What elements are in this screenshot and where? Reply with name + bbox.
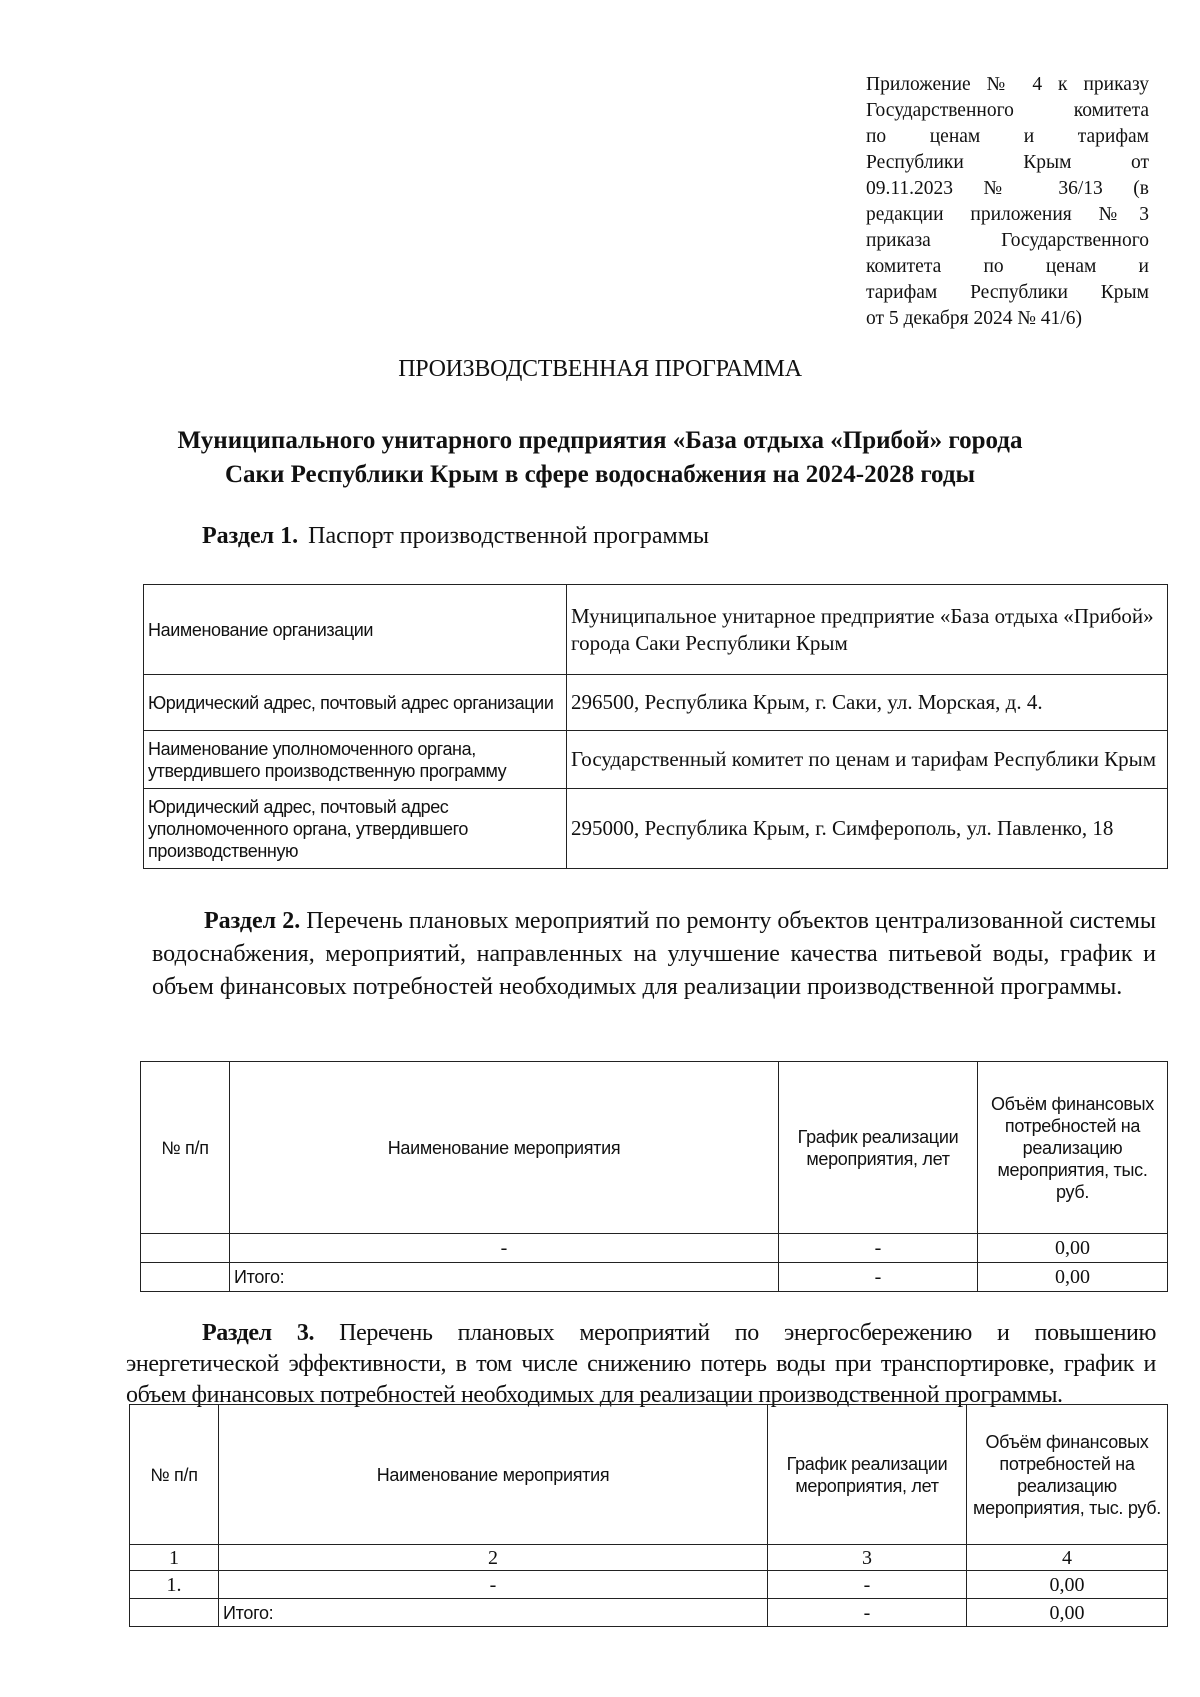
page-subtitle (140, 424, 1060, 492)
appendix-line: от 5 декабря 2024 № 41/6) (866, 308, 1082, 329)
header-name: Наименование мероприятия (219, 1405, 768, 1545)
subtitle-line-1: Муниципального унитарного предприятия «База отдыха «Прибой» города (177, 427, 1023, 454)
section-2-label: Раздел 2. (204, 908, 301, 934)
passport-table (143, 584, 1168, 869)
passport-name-cell: Юридический адрес, почтовый адрес организации (144, 675, 567, 731)
col-number: 1 (130, 1545, 219, 1571)
appendix-line: 09.11.2023 № 36/13 (в (866, 178, 1149, 199)
cell-empty (141, 1263, 230, 1292)
section-3-label: Раздел 3. (202, 1320, 315, 1346)
header-num: № п/п (141, 1062, 230, 1234)
appendix-line: Приложение № 4 к приказу (866, 74, 1149, 95)
section-2-table (140, 1061, 1168, 1292)
passport-value-cell: Государственный комитет по ценам и тарифам Республики Крым (567, 731, 1168, 789)
header-schedule: График реализации мероприятия, лет (779, 1062, 978, 1234)
page-title: ПРОИЗВОДСТВЕННАЯ ПРОГРАММА (398, 356, 802, 382)
col-number: 3 (768, 1545, 967, 1571)
appendix-line: комитета по ценам и (866, 256, 1149, 277)
passport-value-cell: 295000, Республика Крым, г. Симферополь, ул. Павленко, 18 (567, 789, 1168, 869)
cell-empty (130, 1599, 219, 1627)
passport-name-cell: Юридический адрес, почтовый адрес уполномоченного органа, утвердившего производственную (144, 789, 567, 869)
section-3-table (129, 1404, 1168, 1627)
table-row (144, 789, 1168, 869)
table-row (144, 731, 1168, 789)
header-schedule: График реализации мероприятия, лет (768, 1405, 967, 1545)
table-total-row (141, 1263, 1168, 1292)
section-3-text: Перечень плановых мероприятий по энергосбережению и повышению энергетической эффективности, в том числе снижению потерь воды при транспортировке, график и объем финансовых потребностей необходимых для реализации производственной программы. (126, 1320, 1156, 1408)
section-2-paragraph (152, 905, 1156, 1004)
cell-name: - (219, 1571, 768, 1599)
table-row (144, 585, 1168, 675)
col-number: 2 (219, 1545, 768, 1571)
cell-name: - (230, 1234, 779, 1263)
cell-num (141, 1234, 230, 1263)
cell-amount: 0,00 (967, 1571, 1168, 1599)
table-row (130, 1571, 1168, 1599)
passport-value-cell: Муниципальное унитарное предприятие «База отдыха «Прибой» города Саки Республики Крым (567, 585, 1168, 675)
total-schedule: - (768, 1599, 967, 1627)
total-amount: 0,00 (978, 1263, 1168, 1292)
table-row (141, 1234, 1168, 1263)
section-2-text: Перечень плановых мероприятий по ремонту объектов централизованной системы водоснабжения, мероприятий, направленных на улучшение качества питьевой воды, график и объем финансовых потребностей необходимых для реализации производственной программы. (152, 908, 1157, 1000)
total-amount: 0,00 (967, 1599, 1168, 1627)
total-schedule: - (779, 1263, 978, 1292)
total-label: Итого: (230, 1263, 779, 1292)
cell-num: 1. (130, 1571, 219, 1599)
appendix-line: тарифам Республики Крым (866, 282, 1149, 303)
cell-schedule: - (768, 1571, 967, 1599)
appendix-line: по ценам и тарифам (866, 126, 1149, 147)
cell-schedule: - (779, 1234, 978, 1263)
appendix-line: Республики Крым от (866, 152, 1149, 173)
table-row (144, 675, 1168, 731)
header-amount: Объём финансовых потребностей на реализацию мероприятия, тыс. руб. (978, 1062, 1168, 1234)
appendix-note (866, 72, 1149, 332)
section-1-text: Паспорт производственной программы (308, 523, 710, 549)
passport-name-cell: Наименование организации (144, 585, 567, 675)
table-header-row (130, 1405, 1168, 1545)
header-num: № п/п (130, 1405, 219, 1545)
table-header-row (141, 1062, 1168, 1234)
col-number: 4 (967, 1545, 1168, 1571)
section-1-heading (202, 523, 709, 550)
passport-name-cell: Наименование уполномоченного органа, утвердившего производственную программу (144, 731, 567, 789)
cell-amount: 0,00 (978, 1234, 1168, 1263)
appendix-line: Государственного комитета (866, 100, 1149, 121)
column-number-row (130, 1545, 1168, 1571)
subtitle-line-2: Саки Республики Крым в сфере водоснабжения на 2024-2028 годы (225, 461, 975, 488)
table-total-row (130, 1599, 1168, 1627)
appendix-line: редакции приложения №3 (866, 204, 1149, 225)
section-1-label: Раздел 1. (202, 523, 299, 549)
total-label: Итого: (219, 1599, 768, 1627)
header-name: Наименование мероприятия (230, 1062, 779, 1234)
header-amount: Объём финансовых потребностей на реализацию мероприятия, тыс. руб. (967, 1405, 1168, 1545)
section-3-paragraph (126, 1318, 1156, 1411)
appendix-line: приказа Государственного (866, 230, 1149, 251)
passport-value-cell: 296500, Республика Крым, г. Саки, ул. Морская, д. 4. (567, 675, 1168, 731)
